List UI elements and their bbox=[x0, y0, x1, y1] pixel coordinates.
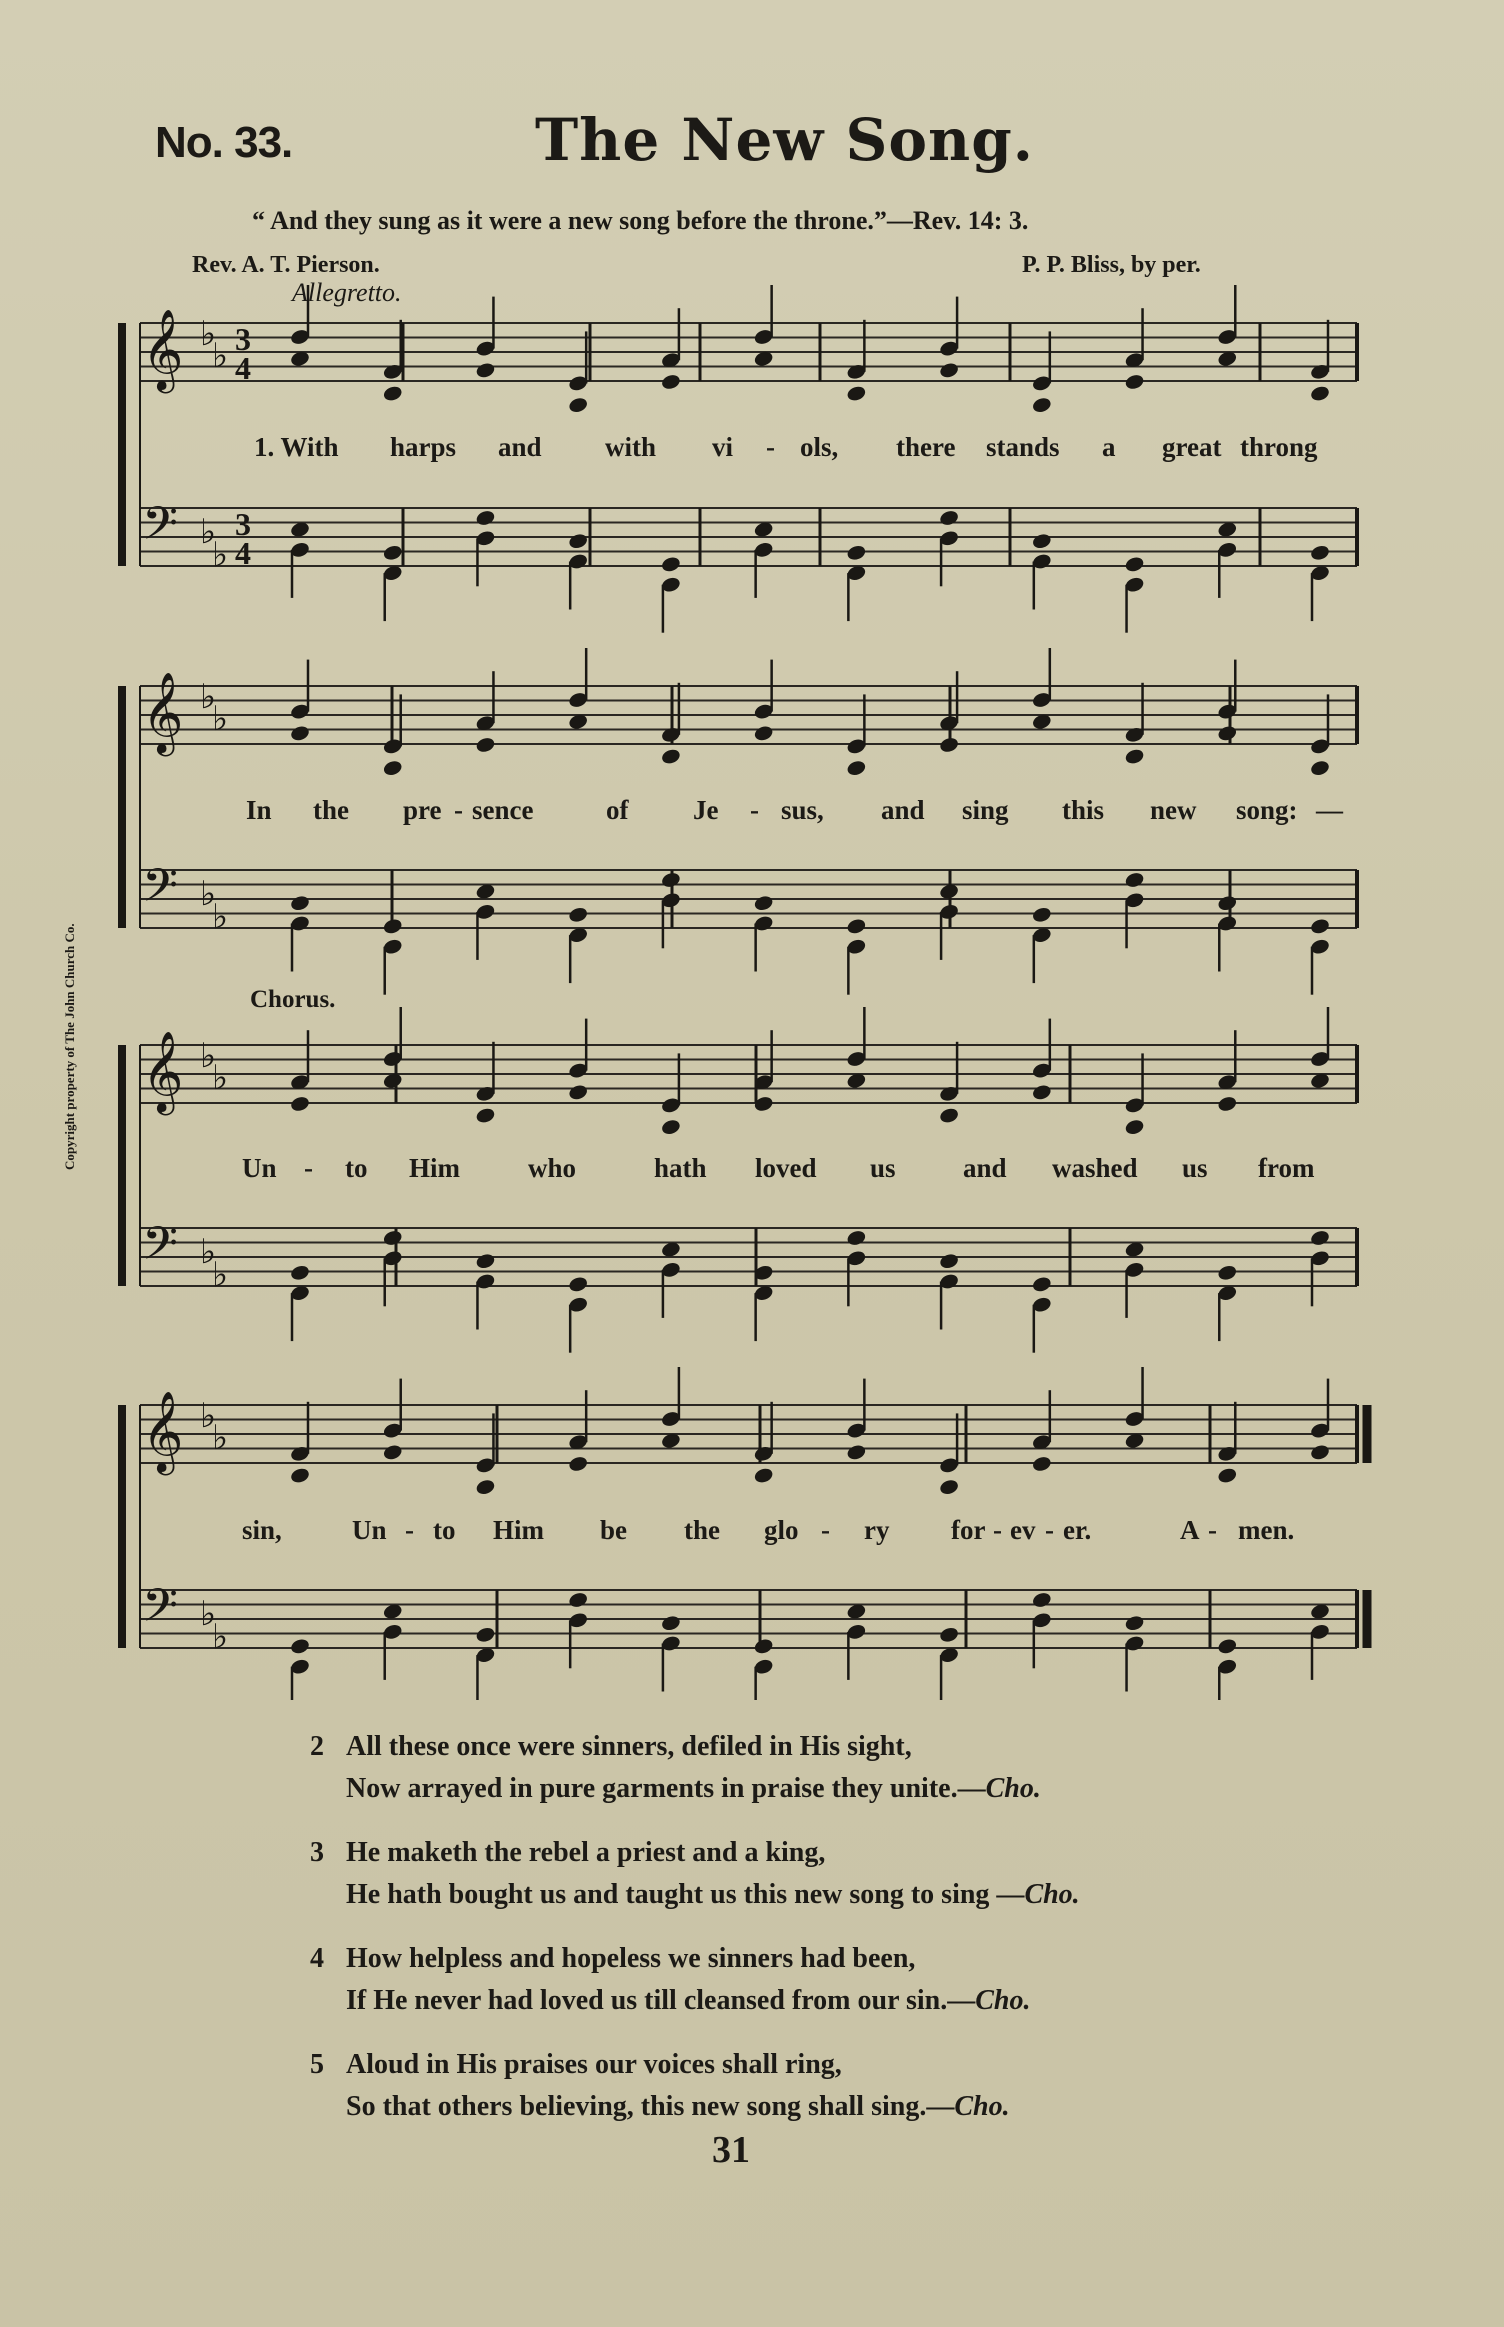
flat-icon: ♭ bbox=[200, 677, 217, 717]
note-head bbox=[289, 1264, 310, 1282]
chorus-ref: Cho. bbox=[1024, 1879, 1080, 1910]
bass-clef-icon: 𝄢 bbox=[142, 859, 179, 924]
lyric-word: ols, bbox=[800, 432, 839, 462]
chorus-ref: Cho. bbox=[954, 2091, 1010, 2122]
note-head bbox=[846, 544, 867, 562]
chorus-ref: Cho. bbox=[985, 1773, 1041, 1804]
note-head bbox=[568, 906, 589, 924]
flat-icon: ♭ bbox=[212, 897, 229, 937]
note-head bbox=[475, 361, 496, 379]
lyric-word: glo bbox=[764, 1515, 799, 1545]
composer-credit: P. P. Bliss, by per. bbox=[1022, 252, 1201, 278]
flat-icon: ♭ bbox=[212, 699, 229, 739]
note-head bbox=[660, 373, 681, 391]
lyric-word: A bbox=[1180, 1515, 1200, 1545]
lyric-word: and bbox=[881, 795, 925, 825]
note-head bbox=[289, 724, 310, 742]
lyric-word: - bbox=[993, 1515, 1002, 1545]
flat-icon: ♭ bbox=[200, 314, 217, 354]
lyric-word: vi bbox=[712, 432, 734, 462]
note-head bbox=[475, 1478, 496, 1496]
verse-line: He maketh the rebel a priest and a king, bbox=[346, 1837, 826, 1868]
lyric-word: - bbox=[821, 1515, 830, 1545]
note-head bbox=[475, 1252, 496, 1270]
note-head bbox=[568, 1591, 589, 1609]
copyright-notice: Copyright property of The John Church Co. bbox=[62, 923, 77, 1170]
verse-line: How helpless and hopeless we sinners had been, bbox=[346, 1943, 916, 1974]
hymn-number: No. 33. bbox=[155, 118, 293, 167]
note-head bbox=[660, 1118, 681, 1136]
note-head bbox=[289, 1466, 310, 1484]
note-head bbox=[1217, 1466, 1238, 1484]
lyric-word: hath bbox=[654, 1153, 707, 1183]
lyric-word: the bbox=[684, 1515, 720, 1545]
lyric-word: - bbox=[405, 1515, 414, 1545]
treble-clef-icon: 𝄞 bbox=[142, 1030, 184, 1112]
time-signature-bottom: 4 bbox=[235, 350, 251, 386]
lyric-word: sus, bbox=[781, 795, 824, 825]
note-head bbox=[660, 871, 681, 889]
lyric-word: - bbox=[766, 432, 775, 462]
note-head bbox=[938, 1252, 959, 1270]
lyric-word: - bbox=[750, 795, 759, 825]
lyric-word: ry bbox=[864, 1515, 890, 1545]
lyric-word: for bbox=[951, 1515, 986, 1545]
note-head bbox=[846, 1443, 867, 1461]
note-head bbox=[846, 1229, 867, 1247]
lyric-word: from bbox=[1258, 1153, 1315, 1183]
note-head bbox=[1309, 1229, 1330, 1247]
note-head bbox=[846, 384, 867, 402]
note-head bbox=[753, 1637, 774, 1655]
lyric-word: sing bbox=[962, 795, 1009, 825]
scripture-epigraph: “ And they sung as it were a new song before the throne.”—Rev. 14: 3. bbox=[252, 206, 1029, 235]
note-head bbox=[753, 724, 774, 742]
verse-3 bbox=[310, 1832, 1080, 1916]
lyric-word: ev bbox=[1010, 1515, 1036, 1545]
note-head bbox=[289, 894, 310, 912]
note-head bbox=[568, 532, 589, 550]
flat-icon: ♭ bbox=[212, 1418, 229, 1458]
note-head bbox=[660, 1614, 681, 1632]
lyric-word: this bbox=[1062, 795, 1105, 825]
lyric-word: harps bbox=[390, 432, 457, 462]
bass-clef-icon: 𝄢 bbox=[142, 1217, 179, 1282]
lyric-word: the bbox=[313, 795, 349, 825]
bass-clef-icon: 𝄢 bbox=[142, 1579, 179, 1644]
lyric-word: In bbox=[246, 795, 272, 825]
lyric-word: throng bbox=[1240, 432, 1318, 462]
flat-icon: ♭ bbox=[212, 1255, 229, 1295]
lyric-word: sin, bbox=[242, 1515, 282, 1545]
note-head bbox=[938, 1478, 959, 1496]
note-head bbox=[1309, 384, 1330, 402]
lyric-word: men. bbox=[1238, 1515, 1295, 1545]
note-head bbox=[1217, 1264, 1238, 1282]
note-head bbox=[289, 1095, 310, 1113]
lyric-word: washed bbox=[1052, 1153, 1138, 1183]
lyric-word: who bbox=[528, 1153, 577, 1183]
lyric-word: and bbox=[498, 432, 542, 462]
verse-4 bbox=[310, 1938, 1031, 2022]
note-head bbox=[568, 1455, 589, 1473]
note-head bbox=[1124, 747, 1145, 765]
verse-number: 2 bbox=[310, 1731, 324, 1762]
note-head bbox=[1031, 1591, 1052, 1609]
note-head bbox=[382, 1229, 403, 1247]
note-head bbox=[753, 1466, 774, 1484]
lyric-word: Je bbox=[693, 795, 719, 825]
note-head bbox=[1309, 544, 1330, 562]
verse-number: 5 bbox=[310, 2049, 324, 2080]
note-head bbox=[1124, 1118, 1145, 1136]
lyric-word: Him bbox=[409, 1153, 460, 1183]
note-head bbox=[1031, 1083, 1052, 1101]
note-head bbox=[1217, 894, 1238, 912]
lyric-word: song: bbox=[1236, 795, 1298, 825]
lyric-word: to bbox=[345, 1153, 368, 1183]
note-head bbox=[846, 917, 867, 935]
note-head bbox=[568, 396, 589, 414]
note-head bbox=[382, 759, 403, 777]
note-head bbox=[1217, 724, 1238, 742]
note-head bbox=[382, 384, 403, 402]
lyric-word: - bbox=[1208, 1515, 1217, 1545]
verse-line: If He never had loved us till cleansed from our sin.— bbox=[346, 1985, 976, 2016]
lyric-word: there bbox=[896, 432, 956, 462]
flat-icon: ♭ bbox=[200, 874, 217, 914]
note-head bbox=[1031, 906, 1052, 924]
lyric-word: Un bbox=[242, 1153, 277, 1183]
verse-number: 4 bbox=[310, 1943, 324, 1974]
note-head bbox=[1217, 1637, 1238, 1655]
note-head bbox=[1124, 373, 1145, 391]
note-head bbox=[1031, 1275, 1052, 1293]
lyric-word: pre bbox=[403, 795, 442, 825]
chorus-label: Chorus. bbox=[250, 986, 336, 1013]
lyric-word: sence bbox=[472, 795, 534, 825]
note-head bbox=[660, 555, 681, 573]
verse-number: 3 bbox=[310, 1837, 324, 1868]
lyric-word: and bbox=[963, 1153, 1007, 1183]
note-head bbox=[938, 736, 959, 754]
note-head bbox=[938, 361, 959, 379]
lyricist-credit: Rev. A. T. Pierson. bbox=[192, 252, 380, 278]
lyric-word: Un bbox=[352, 1515, 387, 1545]
verse-line: He hath bought us and taught us this new song to sing — bbox=[346, 1879, 1025, 1910]
note-head bbox=[660, 747, 681, 765]
flat-icon: ♭ bbox=[200, 1396, 217, 1436]
verse-line: So that others believing, this new song shall sing.— bbox=[346, 2091, 955, 2122]
note-head bbox=[1124, 871, 1145, 889]
note-head bbox=[382, 1443, 403, 1461]
chorus-ref: Cho. bbox=[975, 1985, 1031, 2016]
hymn-title: The New Song. bbox=[535, 106, 1034, 174]
lyric-word: us bbox=[870, 1153, 896, 1183]
time-signature-top: 3 bbox=[235, 321, 251, 357]
verse-line: Aloud in His praises our voices shall ring, bbox=[346, 2049, 842, 2080]
lyric-word: stands bbox=[986, 432, 1060, 462]
lyric-word: - bbox=[1045, 1515, 1054, 1545]
lyric-word: to bbox=[433, 1515, 456, 1545]
note-head bbox=[568, 1275, 589, 1293]
time-signature-bottom: 4 bbox=[235, 535, 251, 571]
note-head bbox=[1309, 917, 1330, 935]
note-head bbox=[846, 759, 867, 777]
note-head bbox=[475, 509, 496, 527]
lyric-word: - bbox=[454, 795, 463, 825]
note-head bbox=[475, 1626, 496, 1644]
flat-icon: ♭ bbox=[200, 1594, 217, 1634]
note-head bbox=[1124, 1614, 1145, 1632]
note-head bbox=[938, 1106, 959, 1124]
flat-icon: ♭ bbox=[212, 336, 229, 376]
treble-clef-icon: 𝄞 bbox=[142, 671, 184, 753]
lyric-word: great bbox=[1162, 432, 1222, 462]
lyric-word: us bbox=[1182, 1153, 1208, 1183]
lyric-word: er. bbox=[1063, 1515, 1092, 1545]
verse-5 bbox=[310, 2044, 1010, 2128]
note-head bbox=[753, 894, 774, 912]
note-head bbox=[1217, 1095, 1238, 1113]
note-head bbox=[1031, 532, 1052, 550]
note-head bbox=[568, 1083, 589, 1101]
lyric-word: Him bbox=[493, 1515, 544, 1545]
lyric-word: — bbox=[1316, 795, 1343, 825]
note-head bbox=[382, 917, 403, 935]
lyric-word: of bbox=[606, 795, 629, 825]
lyric-word: - bbox=[304, 1153, 313, 1183]
note-head bbox=[475, 736, 496, 754]
note-head bbox=[1031, 1455, 1052, 1473]
flat-icon: ♭ bbox=[200, 512, 217, 552]
note-head bbox=[1309, 759, 1330, 777]
flat-icon: ♭ bbox=[212, 1617, 229, 1657]
flat-icon: ♭ bbox=[200, 1232, 217, 1272]
lyric-word: loved bbox=[755, 1153, 817, 1183]
note-head bbox=[475, 1106, 496, 1124]
lyric-word: new bbox=[1150, 795, 1197, 825]
tempo-marking: Allegretto. bbox=[292, 278, 402, 307]
flat-icon: ♭ bbox=[212, 1058, 229, 1098]
lyric-word: with bbox=[605, 432, 657, 462]
treble-clef-icon: 𝄞 bbox=[142, 1390, 184, 1472]
flat-icon: ♭ bbox=[200, 1036, 217, 1076]
bass-clef-icon: 𝄢 bbox=[142, 497, 179, 562]
flat-icon: ♭ bbox=[212, 535, 229, 575]
note-head bbox=[289, 1637, 310, 1655]
lyric-word: 1. With bbox=[254, 432, 339, 462]
note-head bbox=[938, 1626, 959, 1644]
time-signature-top: 3 bbox=[235, 506, 251, 542]
note-head bbox=[1309, 1443, 1330, 1461]
treble-clef-icon: 𝄞 bbox=[142, 308, 184, 390]
verse-line: All these once were sinners, defiled in His sight, bbox=[346, 1731, 912, 1762]
note-head bbox=[938, 509, 959, 527]
note-head bbox=[1031, 396, 1052, 414]
lyric-word: a bbox=[1102, 432, 1116, 462]
verse-line: Now arrayed in pure garments in praise they unite.— bbox=[346, 1773, 986, 1804]
verse-2 bbox=[310, 1726, 1041, 1810]
note-head bbox=[382, 544, 403, 562]
lyric-word: be bbox=[600, 1515, 627, 1545]
page-number: 31 bbox=[712, 2129, 750, 2171]
note-head bbox=[1124, 555, 1145, 573]
